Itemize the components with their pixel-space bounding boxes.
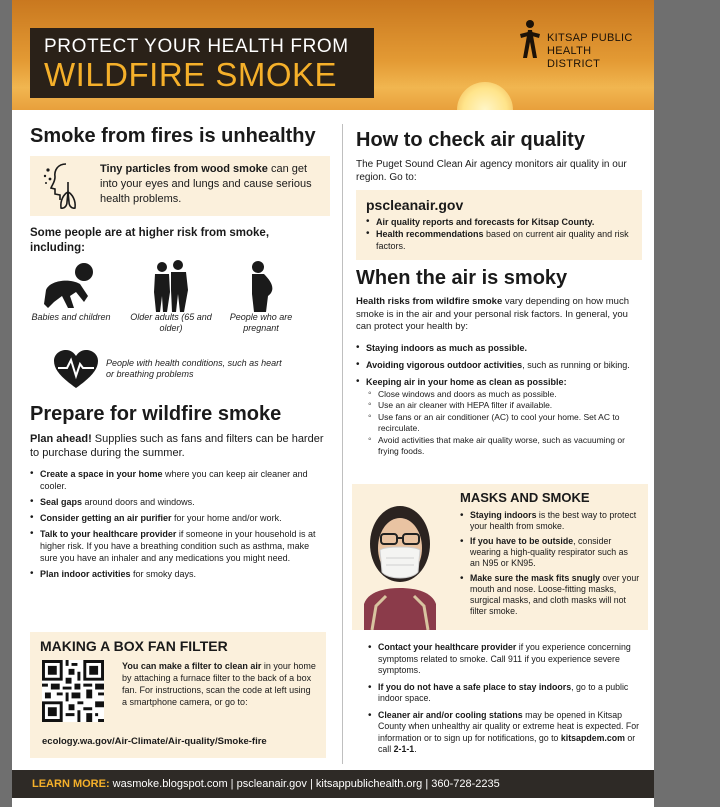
learn-more-label: LEARN MORE:	[32, 778, 110, 790]
masks-box	[352, 484, 648, 630]
kphd-logo-icon	[517, 18, 543, 62]
risk-label-babies: Babies and children	[31, 312, 111, 322]
title-box	[30, 28, 374, 98]
column-divider	[342, 124, 343, 764]
box-fan-text: You can make a filter to clean air in your home by attaching a furnace filter to the back of a box fan. For instructions, scan the code at left using a smartphone camera, or go to:	[122, 661, 316, 707]
closing-list	[368, 642, 644, 756]
sunset-graphic	[457, 82, 513, 110]
risk-heading: Some people are at higher risk from smoke, including:	[30, 227, 270, 254]
list-item: • Staying indoors as much as possible.	[356, 342, 642, 354]
footer-bar	[12, 770, 654, 798]
smoky-list	[356, 342, 642, 388]
title-line-2: WILDFIRE SMOKE	[44, 56, 338, 93]
check-list	[366, 216, 632, 252]
right-column	[356, 128, 642, 458]
conditions-label: People with health conditions, such as heart or breathing problems	[106, 358, 282, 379]
kitsap-logo	[517, 18, 647, 70]
list-item: • Avoiding vigorous outdoor activities, such as running or biking.	[356, 359, 642, 371]
box-fan-heading: MAKING A BOX FAN FILTER	[40, 638, 228, 654]
logo-line-1: KITSAP PUBLIC	[547, 32, 633, 44]
list-item: ◦ Avoid activities that make air quality worse, such as vacuuming or frying foods.	[368, 435, 642, 458]
list-item: • Make sure the mask fits snugly over your mouth and nose. Loose-fitting masks, surgical masks, and cloth masks will not filter smoke.	[460, 573, 640, 617]
check-box	[356, 190, 642, 260]
older-adults-icon	[148, 260, 194, 312]
masks-heading: MASKS AND SMOKE	[460, 490, 590, 505]
list-item: • Keeping air in your home as clean as possible:	[356, 376, 642, 388]
header-banner	[12, 0, 654, 110]
list-item: • Air quality reports and forecasts for Kitsap County.	[366, 216, 632, 228]
smoky-heading: When the air is smoky	[356, 267, 568, 289]
risk-label-older: Older adults (65 and older)	[130, 312, 212, 333]
title-line-1: PROTECT YOUR HEALTH FROM	[44, 36, 349, 57]
check-heading: How to check air quality	[356, 129, 585, 151]
person-with-mask-icon	[356, 492, 444, 630]
list-item: • Talk to your healthcare provider if someone in your household is at higher risk. If you have a breathing condition such as asthma, make sure you have an inhaler and any medications you might need.	[30, 528, 320, 564]
list-item: • If you have to be outside, consider wearing a high-quality respirator such as an N95 or KN95.	[460, 536, 640, 569]
prepare-heading: Prepare for wildfire smoke	[30, 403, 282, 425]
risk-groups	[30, 260, 330, 348]
list-item: ◦ Close windows and doors as much as possible.	[368, 389, 642, 401]
list-item: • Create a space in your home where you can keep air cleaner and cooler.	[30, 468, 320, 492]
left-column	[30, 124, 330, 747]
list-item: • Staying indoors is the best way to protect your health from smoke.	[460, 510, 640, 532]
lungs-icon	[42, 160, 92, 212]
particles-text: can get into your eyes and lungs and cause serious health problems.	[100, 163, 312, 205]
list-item: • Consider getting an air purifier for your home and/or work.	[30, 512, 320, 524]
prepare-list	[30, 468, 320, 580]
list-item: • Cleaner air and/or cooling stations may be opened in Kitsap County when unhealthy air quality or extreme heat is expected. For information or to sign up for notifications, go to kitsapdem.com or call 2-1-1.	[368, 710, 644, 756]
conditions-row	[30, 348, 330, 392]
list-item: • If you do not have a safe place to stay indoors, go to a public indoor space.	[368, 682, 644, 705]
check-intro: The Puget Sound Clean Air agency monitors air quality in our region. Go to:	[356, 159, 627, 183]
heart-icon	[52, 348, 100, 390]
footer-links[interactable]: wasmoke.blogspot.com | pscleanair.gov | kitsappublichealth.org | 360-728-2235	[112, 778, 500, 790]
risk-label-pregnant: People who are pregnant	[229, 312, 293, 333]
list-item: • Seal gaps around doors and windows.	[30, 496, 320, 508]
pregnant-icon	[244, 260, 278, 312]
flyer-page	[12, 0, 654, 807]
particles-bold: Tiny particles from wood smoke	[100, 163, 268, 175]
plan-text: Supplies such as fans and filters can be harder to purchase during the summer.	[30, 433, 324, 459]
box-fan-link[interactable]: ecology.wa.gov/Air-Climate/Air-quality/Smoke-fire	[42, 736, 267, 747]
masks-list	[460, 510, 640, 617]
plan-bold: Plan ahead!	[30, 433, 92, 445]
baby-icon	[40, 262, 102, 310]
unhealthy-heading: Smoke from fires is unhealthy	[30, 125, 316, 147]
list-item: • Contact your healthcare provider if you experience concerning symptoms related to smoke. Call 911 if you experience severe symptoms.	[368, 642, 644, 677]
pscleanair-link[interactable]: pscleanair.gov	[366, 197, 464, 213]
qr-code-icon[interactable]	[42, 660, 104, 722]
clean-air-sublist	[368, 389, 642, 458]
list-item: ◦ Use an air cleaner with HEPA filter if available.	[368, 400, 642, 412]
particles-box	[30, 156, 330, 216]
list-item: • Plan indoor activities for smoky days.	[30, 568, 320, 580]
list-item: ◦ Use fans or an air conditioner (AC) to cool your home. Set AC to recirculate.	[368, 412, 642, 435]
logo-line-2: HEALTH DISTRICT	[547, 45, 601, 70]
plan-ahead	[30, 432, 330, 460]
smoky-intro: Health risks from wildfire smoke vary depending on how much smoke is in the air and your personal risk factors. In general, you can protect your health by:	[356, 296, 629, 332]
box-fan-box	[30, 632, 326, 758]
list-item: • Health recommendations based on current air quality and risk factors.	[366, 228, 632, 252]
